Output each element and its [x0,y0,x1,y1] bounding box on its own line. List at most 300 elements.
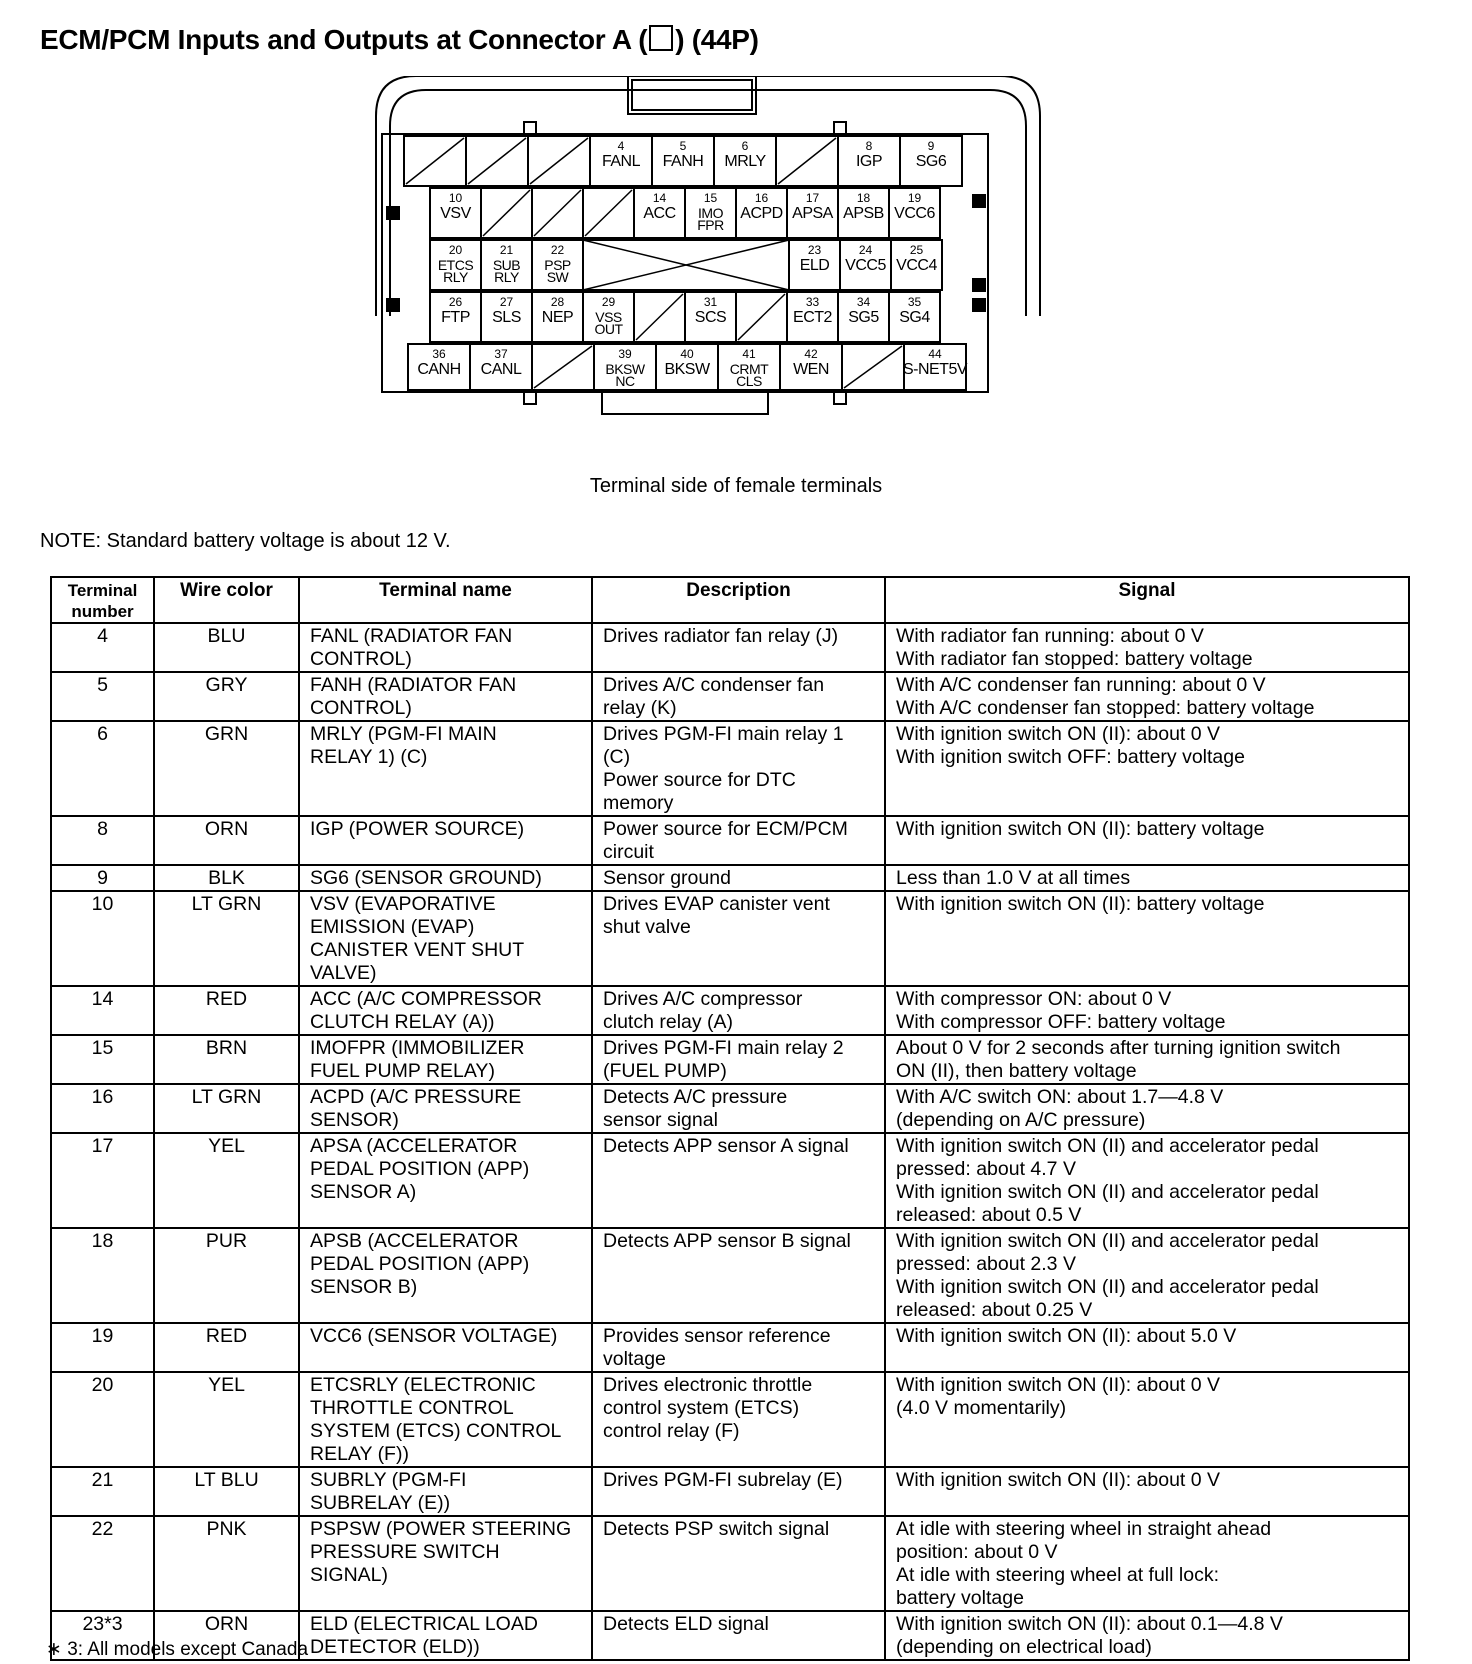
cell-line: SIGNAL) [310,1564,389,1586]
terminal-number-label: 35 [907,295,922,309]
terminal-name [299,1035,592,1084]
terminal-number: 19 [51,1323,154,1372]
terminal-name-label: MRLY [724,153,766,170]
terminal-number: 23*3 [51,1611,154,1660]
terminal-number: 22 [51,1516,154,1611]
terminal-number-label: 16 [754,191,769,205]
terminal-number-label: 14 [652,191,667,205]
terminal-number-label: 24 [858,243,873,257]
cell-line: IMOFPR (IMMOBILIZER [310,1037,525,1059]
description [592,1228,885,1323]
terminal-number-label: 17 [805,191,820,205]
terminal-number-label: 8 [865,139,873,153]
signal [885,1035,1409,1084]
signal [885,1228,1409,1323]
key [524,392,536,404]
terminal-number-label: 25 [909,243,924,257]
terminal-number: 14 [51,986,154,1035]
terminal-number: 9 [51,865,154,891]
wire-color: RED [154,986,299,1035]
cell-line: IGP (POWER SOURCE) [310,818,525,840]
cell-line: position: about 0 V [896,1541,1058,1563]
description [592,1084,885,1133]
cell-line: At idle with steering wheel at full lock: [896,1564,1219,1586]
cell-line: Sensor ground [603,867,731,889]
terminal-name [299,721,592,816]
signal [885,1516,1409,1611]
cell-line: relay (K) [603,697,677,719]
description [592,986,885,1035]
table-row [51,986,1409,1035]
blank-terminal-slash [778,138,836,184]
side-tab [972,298,986,312]
terminal-name [299,1372,592,1467]
blank-terminal-slash [534,346,592,388]
cell-line: battery voltage [896,1587,1024,1609]
table-row [51,816,1409,865]
terminal-name [299,891,592,986]
side-tab [386,298,400,312]
cell-line: (depending on A/C pressure) [896,1109,1146,1131]
table-row [51,1372,1409,1467]
cell-line: With ignition switch ON (II): about 0.1—4.8 V [896,1613,1283,1635]
cell-line: Drives EVAP canister vent [603,893,830,915]
cell-line: Drives A/C compressor [603,988,803,1010]
footnote: ∗ 3: All models except Canada [46,1639,309,1660]
terminal-name-label: NC [615,373,635,389]
cell-line: SENSOR) [310,1109,399,1131]
cell-line: Provides sensor reference [603,1325,831,1347]
cell-line: VALVE) [310,962,377,984]
terminal-number-label: 37 [494,347,508,361]
cell-line: With ignition switch ON (II): about 0 V [896,1374,1221,1396]
blank-terminal-slash [406,138,464,184]
terminal-number-label: 36 [432,347,446,361]
key [834,392,846,404]
cell-line: With A/C switch ON: about 1.7—4.8 V [896,1086,1224,1108]
cell-line: voltage [603,1348,666,1370]
cell-line: pressed: about 2.3 V [896,1253,1076,1275]
terminal-name [299,816,592,865]
description [592,672,885,721]
wire-color: BLU [154,623,299,672]
terminal-number-label: 33 [805,295,820,309]
terminal-name-label: SG5 [848,309,879,326]
terminal-name-label: SLS [492,309,521,326]
signal [885,721,1409,816]
cell-line: With compressor ON: about 0 V [896,988,1172,1010]
terminal-name-label: SCS [694,309,727,326]
terminal-name-label: SW [546,269,569,285]
terminal-number-label: 26 [448,295,463,309]
wire-color: YEL [154,1372,299,1467]
blank-terminal-slash [483,190,530,236]
blank-terminal-slash [844,346,902,388]
voltage-note: NOTE: Standard battery voltage is about 12 V. [40,530,451,552]
latch [632,80,752,110]
wire-color: GRN [154,721,299,816]
terminal-number: 8 [51,816,154,865]
wire-color: ORN [154,816,299,865]
cell-line: With ignition switch ON (II): battery voltage [896,818,1265,840]
cell-line: SYSTEM (ETCS) CONTROL [310,1420,562,1442]
cell-line: Power source for DTC [603,769,796,791]
terminal-name-label: BKSW [605,361,645,377]
terminal-name-label: FPR [697,217,724,233]
terminal-number-label: 39 [618,347,632,361]
cell-line: CLUTCH RELAY (A)) [310,1011,495,1033]
cell-line: With ignition switch ON (II) and accelerator pedal [896,1276,1319,1298]
description [592,891,885,986]
column-header: Signal [885,577,1409,623]
signal [885,1467,1409,1516]
terminal-name [299,1133,592,1228]
terminal-number: 21 [51,1467,154,1516]
terminal-name-label: OUT [594,321,623,337]
description [592,1035,885,1084]
terminal-name-label: RLY [494,269,519,285]
terminal-number-label: 5 [679,139,687,153]
cell-line: EMISSION (EVAP) [310,916,475,938]
terminal-number: 16 [51,1084,154,1133]
signal [885,891,1409,986]
cell-line: PRESSURE SWITCH [310,1541,500,1563]
cell-line: Less than 1.0 V at all times [896,867,1131,889]
side-tab [972,278,986,292]
terminal-name-label: APSB [843,205,884,222]
cell-line: ACC (A/C COMPRESSOR [310,988,542,1010]
cell-line: VCC6 (SENSOR VOLTAGE) [310,1325,558,1347]
terminal-number: 18 [51,1228,154,1323]
terminal-name-label: ACPD [740,205,783,222]
terminal-number-label: 42 [804,347,818,361]
terminal-name-label: S-NET5V [902,361,968,378]
cell-line: SG6 (SENSOR GROUND) [310,867,542,889]
terminal-name-label: IMO [698,205,723,221]
cell-line: SENSOR A) [310,1181,417,1203]
wire-color: GRY [154,672,299,721]
wire-color: BRN [154,1035,299,1084]
cell-line: PEDAL POSITION (APP) [310,1158,530,1180]
terminal-number-label: 20 [448,243,463,257]
side-tab [386,206,400,220]
terminal-name [299,986,592,1035]
signal [885,1323,1409,1372]
terminal-name-label: VCC6 [894,205,935,222]
diagram-caption: Terminal side of female terminals [589,475,883,497]
cell-line: With compressor OFF: battery voltage [896,1011,1226,1033]
terminal-number-label: 29 [601,295,616,309]
cell-line: shut valve [603,916,691,938]
terminal-number-label: 28 [550,295,565,309]
terminal-name-label: NEP [541,309,574,326]
terminal-name-label: VCC4 [896,257,937,274]
cell-line: With A/C condenser fan stopped: battery voltage [896,697,1315,719]
cell-line: (C) [603,746,631,768]
terminal-name-label: FANL [601,153,641,170]
page-title [40,24,759,56]
cell-line: FANH (RADIATOR FAN [310,674,517,696]
cell-line: circuit [603,841,654,863]
cell-line: APSA (ACCELERATOR [310,1135,518,1157]
cell-line: control relay (F) [603,1420,740,1442]
signal [885,1372,1409,1467]
terminal-number: 10 [51,891,154,986]
blank-terminal-slash [636,294,683,340]
terminal-number-label: 31 [703,295,718,309]
terminal-name-label: ACC [643,205,676,222]
wire-color: LT GRN [154,1084,299,1133]
cell-line: With ignition switch ON (II): about 5.0 V [896,1325,1237,1347]
cell-line: Detects ELD signal [603,1613,769,1635]
cell-line: sensor signal [603,1109,718,1131]
terminal-name-label: CANL [480,361,522,378]
terminal-name-label: ECT2 [793,309,832,326]
terminal-number-label: 6 [741,139,749,153]
cell-line: RELAY 1) (C) [310,746,428,768]
signal [885,816,1409,865]
terminal-name [299,1516,592,1611]
column-header: Terminal name [299,577,592,623]
cell-line: About 0 V for 2 seconds after turning ignition switch [896,1037,1341,1059]
table-row [51,1035,1409,1084]
key [834,122,846,134]
description [592,1611,885,1660]
cell-line: CANISTER VENT SHUT [310,939,525,961]
terminal-name [299,1611,592,1660]
cell-line: With ignition switch ON (II) and accelerator pedal [896,1135,1319,1157]
terminal-name-label: FTP [441,309,470,326]
cell-line: released: about 0.25 V [896,1299,1093,1321]
cell-line: With ignition switch ON (II) and accelerator pedal [896,1181,1319,1203]
connector-diagram [360,76,1100,446]
terminal-name [299,672,592,721]
terminal-number-label: 41 [742,347,756,361]
table-row [51,1084,1409,1133]
wire-color: PNK [154,1516,299,1611]
blank-terminal-slash [534,190,581,236]
terminal-table [50,576,1410,1661]
blank-terminal-slash [738,294,785,340]
table-row [51,1467,1409,1516]
description [592,623,885,672]
terminal-number: 15 [51,1035,154,1084]
terminal-number-label: 18 [856,191,871,205]
cell-line: Detects APP sensor B signal [603,1230,851,1252]
latch [628,76,756,114]
terminal-name-label: SG4 [899,309,930,326]
terminal-number-label: 19 [907,191,922,205]
cell-line: clutch relay (A) [603,1011,734,1033]
description [592,721,885,816]
wire-color: YEL [154,1133,299,1228]
cell-line: Drives A/C condenser fan [603,674,825,696]
terminal-name [299,865,592,891]
terminal-number-label: 4 [617,139,625,153]
cell-line: ELD (ELECTRICAL LOAD [310,1613,538,1635]
cell-line: With ignition switch OFF: battery voltage [896,746,1245,768]
wire-color: PUR [154,1228,299,1323]
table-row [51,672,1409,721]
cell-line: With ignition switch ON (II): battery voltage [896,893,1265,915]
description [592,1133,885,1228]
cell-line: memory [603,792,674,814]
terminal-number: 4 [51,623,154,672]
cell-line: Detects APP sensor A signal [603,1135,849,1157]
cell-line: At idle with steering wheel in straight ahead [896,1518,1272,1540]
title-suffix: ) (44P) [675,24,759,55]
terminal-name [299,1084,592,1133]
terminal-number: 17 [51,1133,154,1228]
table-header-row [51,577,1409,623]
terminal-number-label: 44 [928,347,942,361]
signal [885,1084,1409,1133]
cell-line: released: about 0.5 V [896,1204,1082,1226]
wire-color: BLK [154,865,299,891]
signal [885,1611,1409,1660]
terminal-number: 20 [51,1372,154,1467]
cell-line: VSV (EVAPORATIVE [310,893,496,915]
cell-line: PSPSW (POWER STEERING [310,1518,572,1540]
terminal-name-label: WEN [793,361,829,378]
terminal-name-label: IGP [855,153,883,170]
description [592,1516,885,1611]
terminal-name-label: VCC5 [845,257,886,274]
blank-terminal-slash [585,190,632,236]
table-row [51,891,1409,986]
terminal-number: 5 [51,672,154,721]
terminal-number: 6 [51,721,154,816]
description [592,1372,885,1467]
terminal-name [299,1467,592,1516]
wire-color: LT GRN [154,891,299,986]
title-prefix: ECM/PCM Inputs and Outputs at Connector A ( [40,24,648,55]
cell-line: FUEL PUMP RELAY) [310,1060,495,1082]
terminal-number-label: 15 [703,191,718,205]
terminal-name-label: CANH [417,361,461,378]
cell-line: With ignition switch ON (II) and accelerator pedal [896,1230,1319,1252]
signal [885,623,1409,672]
cell-line: With radiator fan running: about 0 V [896,625,1204,647]
cell-line: pressed: about 4.7 V [896,1158,1076,1180]
terminal-name-label: VSV [440,205,471,222]
signal [885,986,1409,1035]
terminal-number-label: 27 [499,295,514,309]
table-row [51,1516,1409,1611]
signal [885,1133,1409,1228]
blank-terminal-slash [468,138,526,184]
cell-line: SUBRLY (PGM-FI [310,1469,467,1491]
table-row [51,1323,1409,1372]
terminal-name-label: SUB [492,257,521,273]
side-tab [972,194,986,208]
wire-color: LT BLU [154,1467,299,1516]
cell-line: SUBRELAY (E)) [310,1492,451,1514]
terminal-name-label: RLY [443,269,468,285]
description [592,1323,885,1372]
cell-line: With ignition switch ON (II): about 0 V [896,723,1221,745]
description [592,816,885,865]
column-header: Wire color [154,577,299,623]
cell-line: Drives electronic throttle [603,1374,813,1396]
table-row [51,865,1409,891]
terminal-number-label: 23 [807,243,822,257]
bottom-tab [602,392,768,414]
cell-line: Drives radiator fan relay (J) [603,625,839,647]
cell-line: ACPD (A/C PRESSURE [310,1086,522,1108]
cell-line: (FUEL PUMP) [603,1060,727,1082]
table-row [51,623,1409,672]
description [592,1467,885,1516]
cell-line: Drives PGM-FI main relay 2 [603,1037,844,1059]
table-row [51,1228,1409,1323]
cell-line: Detects A/C pressure [603,1086,788,1108]
terminal-name [299,1228,592,1323]
blank-terminal-slash [530,138,588,184]
cell-line: APSB (ACCELERATOR [310,1230,519,1252]
cell-line: RELAY (F)) [310,1443,409,1465]
terminal-name-label: FANH [662,153,704,170]
terminal-name-label: ELD [799,257,830,274]
cell-line: CONTROL) [310,697,412,719]
cell-line: CONTROL) [310,648,412,670]
column-header: Description [592,577,885,623]
table-row [51,721,1409,816]
cell-line: (4.0 V momentarily) [896,1397,1067,1419]
terminal-number-label: 22 [550,243,565,257]
cell-line: With A/C condenser fan running: about 0 V [896,674,1266,696]
terminal-number-label: 34 [856,295,871,309]
cell-line: Drives PGM-FI subrelay (E) [603,1469,843,1491]
cell-line: Detects PSP switch signal [603,1518,830,1540]
terminal-name-label: BKSW [664,361,710,378]
terminal-number-label: 10 [448,191,463,205]
cell-line: MRLY (PGM-FI MAIN [310,723,497,745]
terminal-name-label: CLS [736,373,762,389]
cell-line: ON (II), then battery voltage [896,1060,1137,1082]
terminal-name-label: PSP [544,257,571,273]
column-header: Terminal number [51,577,154,623]
key [524,122,536,134]
terminal-name-label: VSS [595,309,622,325]
terminal-name-label: ETCS [437,257,474,273]
cell-line: control system (ETCS) [603,1397,800,1419]
cell-line: FANL (RADIATOR FAN [310,625,513,647]
table-body [51,623,1409,1660]
terminal-name [299,1323,592,1372]
terminal-name-label: SG6 [915,153,947,170]
terminal-number-label: 9 [927,139,935,153]
cell-line: With ignition switch ON (II): about 0 V [896,1469,1221,1491]
description [592,865,885,891]
connector-symbol-icon [649,25,673,51]
cell-line: SENSOR B) [310,1276,418,1298]
wire-color: ORN [154,1611,299,1660]
cell-line: PEDAL POSITION (APP) [310,1253,530,1275]
connector-drawing [360,76,1100,446]
terminal-name-label: CRMT [729,361,769,377]
cell-line: DETECTOR (ELD)) [310,1636,480,1658]
cell-line: (depending on electrical load) [896,1636,1152,1658]
table-row [51,1133,1409,1228]
cell-line: Drives PGM-FI main relay 1 [603,723,844,745]
cell-line: With radiator fan stopped: battery voltage [896,648,1253,670]
cell-line: ETCSRLY (ELECTRONIC [310,1374,536,1396]
signal [885,865,1409,891]
signal [885,672,1409,721]
wire-color: RED [154,1323,299,1372]
terminal-number-label: 21 [499,243,514,257]
